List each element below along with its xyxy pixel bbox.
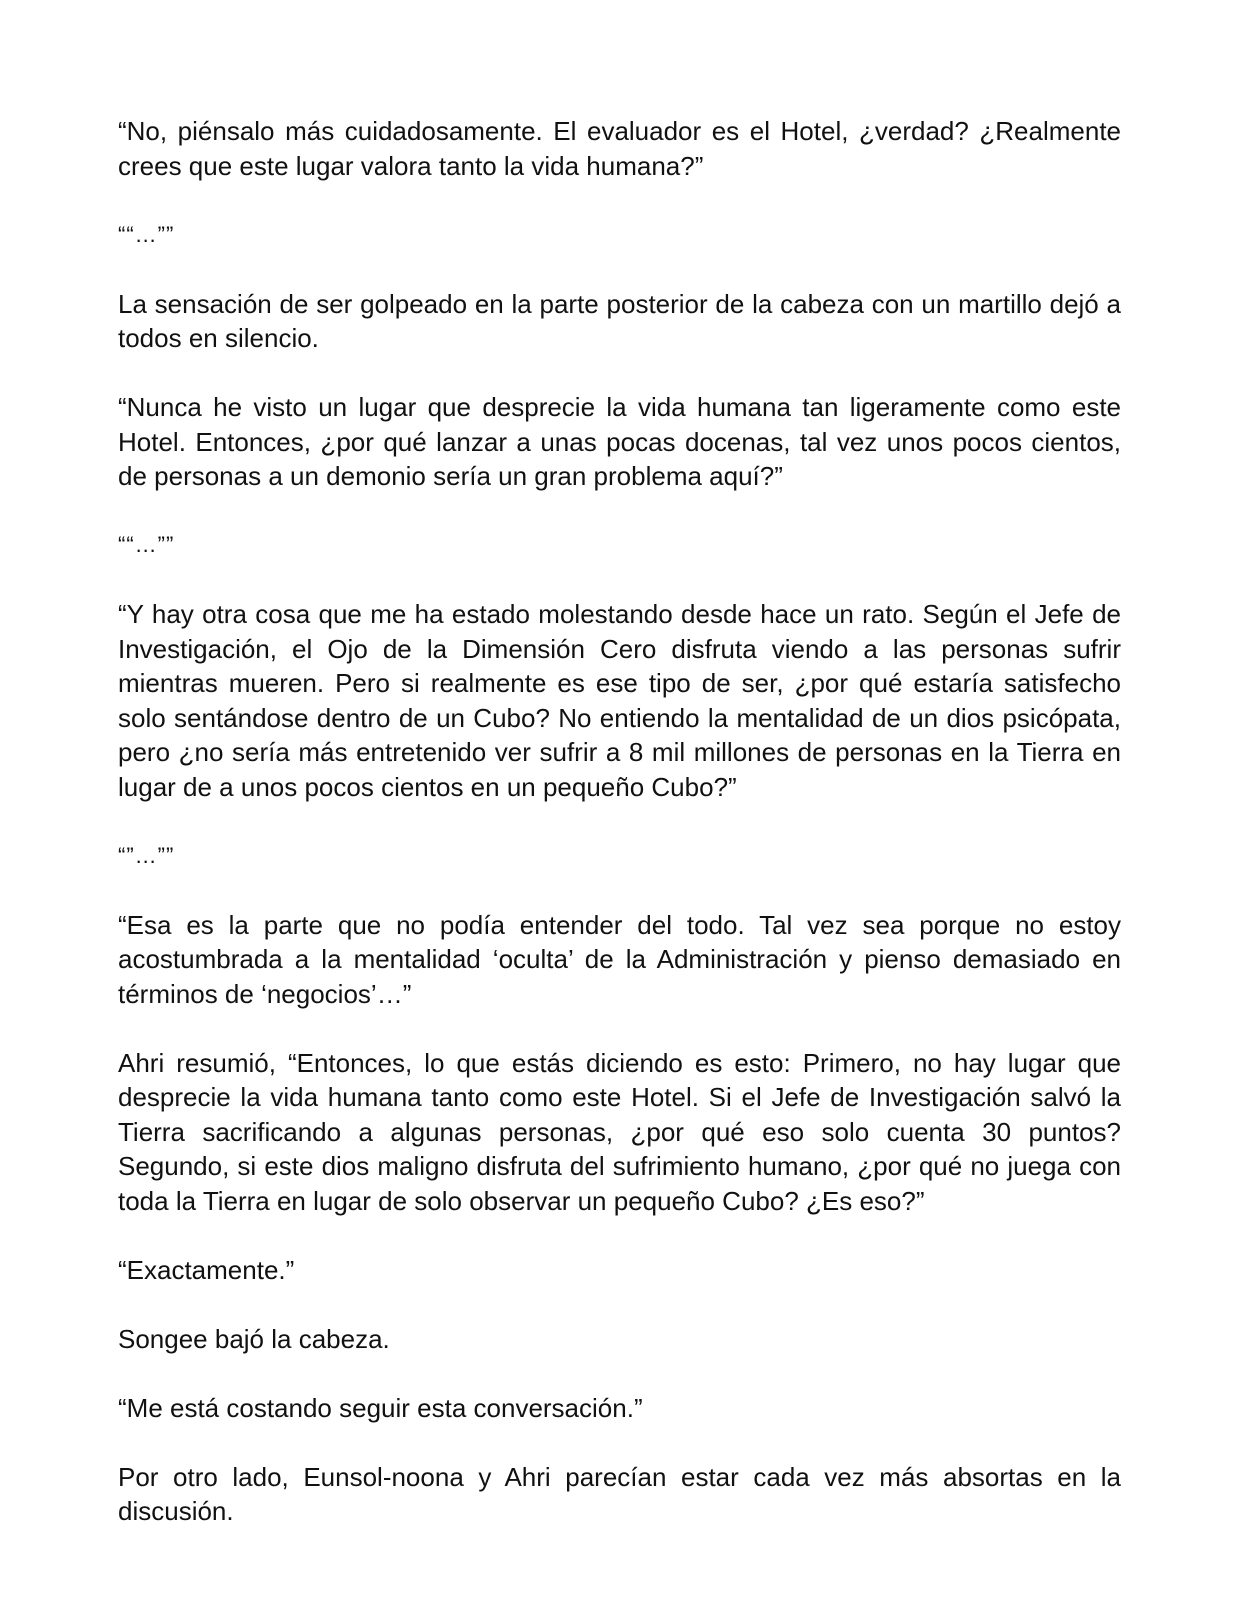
paragraph-1: “No, piénsalo más cuidadosamente. El evaluador es el Hotel, ¿verdad? ¿Realmente crees que este lugar valora tanto la vida humana?” — [118, 116, 1121, 181]
paragraph-2-ellipsis: ““…”” — [118, 221, 175, 247]
paragraph-9: Ahri resumió, “Entonces, lo que estás diciendo es esto: Primero, no hay lugar que desprecie la vida humana tanto como este Hotel. Si el Jefe de Investigación salvó la Tierra sacrificando a algunas personas, ¿por qué eso solo cuenta 30 puntos? Segundo, si este dios maligno disfruta del sufrimiento humano, ¿por qué no juega con toda la Tierra en lugar de solo observar un pequeño Cubo? ¿Es eso?” — [118, 1047, 1121, 1216]
body-text — [118, 114, 1121, 1563]
paragraph-6: “Y hay otra cosa que me ha estado molestando desde hace un rato. Según el Jefe de Investigación, el Ojo de la Dimensión Cero disfruta viendo a las personas sufrir mientras mueren. Pero si realmente es ese tipo de ser, ¿por qué estaría satisfecho solo sentándose dentro de un Cubo? No entiendo la mentalidad de un dios psicópata, pero ¿no sería más entretenido ver sufrir a 8 mil millones de personas en la Tierra en lugar de a unos pocos cientos en un pequeño Cubo?” — [118, 599, 1121, 802]
paragraph-3: La sensación de ser golpeado en la parte posterior de la cabeza con un martillo dejó a todos en silencio. — [118, 288, 1121, 353]
paragraph-10: “Exactamente.” — [118, 1254, 295, 1285]
paragraph-4: “Nunca he visto un lugar que desprecie la vida humana tan ligeramente como este Hotel. Entonces, ¿por qué lanzar a unas pocas docenas, tal vez unos pocos cientos, de personas a un demonio sería un gran problema aquí?” — [118, 392, 1121, 491]
paragraph-13: Por otro lado, Eunsol-noona y Ahri parecían estar cada vez más absortas en la discusión. — [118, 1461, 1121, 1526]
paragraph-11: Songee bajó la cabeza. — [118, 1323, 390, 1354]
paragraph-8: “Esa es la parte que no podía entender del todo. Tal vez sea porque no estoy acostumbrada a la mentalidad ‘oculta’ de la Administración y pienso demasiado en términos de ‘negocios’…” — [118, 909, 1121, 1009]
paragraph-12: “Me está costando seguir esta conversación.” — [118, 1392, 643, 1423]
paragraph-7-ellipsis: “”…”” — [118, 842, 175, 868]
paragraph-5-ellipsis: ““…”” — [118, 532, 175, 557]
